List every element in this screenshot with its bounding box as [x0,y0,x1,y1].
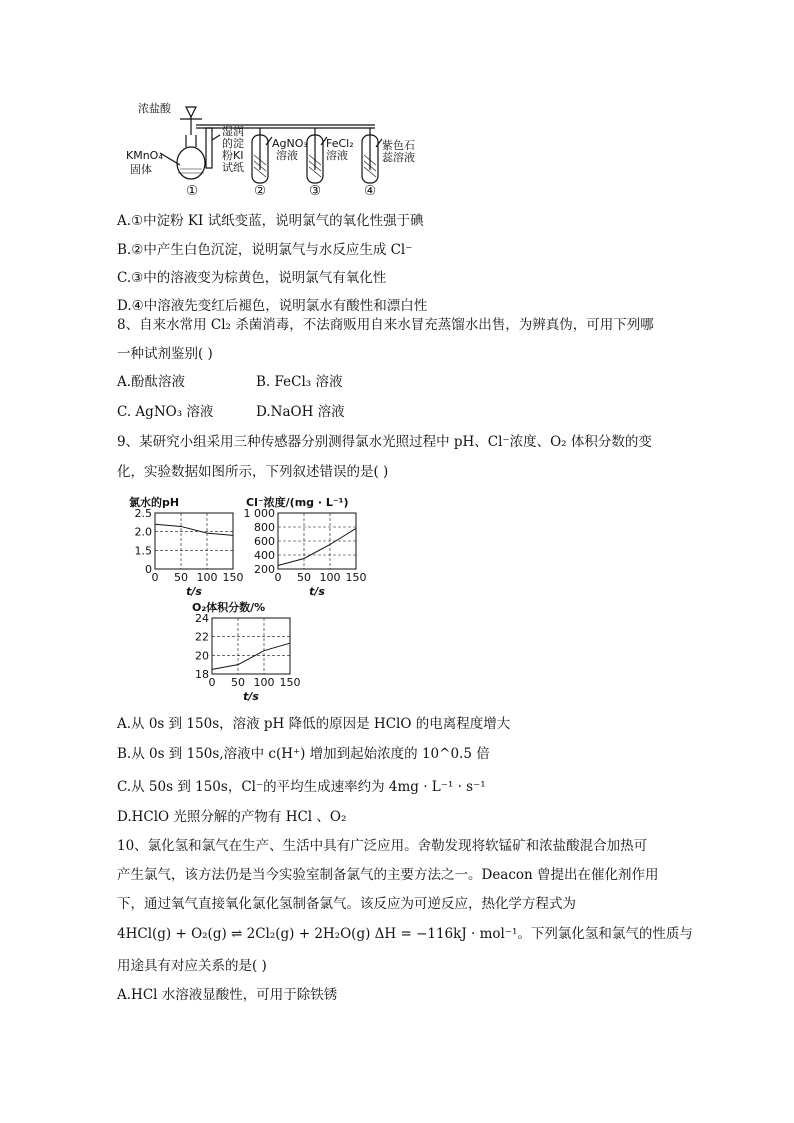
x-tick-label: 150 [222,571,244,584]
q9-option-a: A.从 0s 到 150s，溶液 pH 降低的原因是 HClO 的电离程度增大 [117,716,511,732]
label-n2: ② [254,183,267,199]
label-n4: ④ [364,183,377,199]
chart-title: O₂体积分数/% [192,601,266,614]
label-acid: 浓盐酸 [138,102,171,115]
x-tick-label: 50 [297,571,311,584]
q8-stem-line1: 8、自来水常用 Cl₂ 杀菌消毒，不法商贩用自来水冒充蒸馏水出售，为辨真伪，可用下列哪 [117,317,654,333]
plot-frame [155,513,233,569]
x-tick-label: 150 [279,676,301,689]
y-tick-label: 1 000 [243,507,275,520]
chart-cl-concentration [242,495,367,598]
label-paper-3: 粉KI [222,149,244,162]
label-tube3-a: FeCl₂ [326,137,354,150]
q7-option-c: C.③中的溶液变为棕黄色，说明氯气有氧化性 [117,270,387,286]
label-paper-2: 的淀 [222,137,244,150]
q9-option-c: C.从 50s 到 150s，Cl⁻的平均生成速率约为 4mg · L⁻¹ · s⁻¹ [117,779,486,795]
q8-stem-line2: 一种试剂鉴别( ) [117,346,213,362]
x-tick-label: 50 [231,676,245,689]
label-tube2-b: 溶液 [276,149,298,162]
y-tick-label: 2.0 [134,525,152,539]
x-tick-label: 100 [319,571,341,584]
x-tick-label: 50 [174,571,188,584]
q7-option-b: B.②中产生白色沉淀，说明氯气与水反应生成 Cl⁻ [117,242,413,258]
q9-stem-line1: 9、某研究小组采用三种传感器分别测得氯水光照过程中 pH、Cl⁻浓度、O₂ 体积分数的变 [117,434,652,450]
label-tube3-b: 溶液 [326,149,348,162]
q8-option-b: B. FeCl₃ 溶液 [256,374,343,390]
label-n3: ③ [309,183,322,199]
chart-title: 氯水的pH [129,496,180,509]
x-tick-label: 0 [274,571,282,584]
y-tick-label: 20 [195,649,209,663]
y-tick-label: 0 [145,563,152,576]
x-tick-label: 0 [208,676,216,689]
q10-stem-line2: 产生氯气，该方法仍是当今实验室制备氯气的主要方法之一。Deacon 曾提出在催化剂作用 [117,867,659,883]
label-n1: ① [186,183,199,199]
q10-option-a: A.HCl 水溶液显酸性，可用于除铁锈 [117,987,338,1003]
y-tick-label: 400 [254,549,275,562]
apparatus-diagram [120,95,420,205]
label-tube4-a: 紫色石 [382,139,415,152]
q10-equation: 4HCl(g) + O₂(g) ⇌ 2Cl₂(g) + 2H₂O(g) ΔH = −116kJ · mol⁻¹ [117,926,518,942]
x-axis-label: t/s [243,690,259,703]
label-paper-4: 试纸 [222,161,244,174]
y-tick-label: 600 [254,535,275,548]
x-axis-label: t/s [186,585,202,598]
q10-stem-line4-tail: 。下列氯化氢和氯气的性质与 [517,926,693,942]
q8-option-c: C. AgNO₃ 溶液 [117,404,214,420]
y-tick-label: 18 [195,668,209,681]
q9-option-b: B.从 0s 到 150s,溶液中 c(H⁺) 增加到起始浓度的 10^0.5 倍 [117,746,490,762]
x-tick-label: 100 [196,571,218,584]
y-tick-label: 24 [195,612,209,625]
label-reagent: KMnO₄ [126,149,163,162]
q7-option-a: A.①中淀粉 KI 试纸变蓝，说明氯气的氧化性强于碘 [117,213,424,229]
chart-o2-fraction [188,600,303,703]
q8-option-d: D.NaOH 溶液 [256,404,345,420]
label-reagent-state: 固体 [130,163,152,176]
y-tick-label: 800 [254,521,275,534]
label-tube2-a: AgNO₃ [272,137,308,150]
series-line [155,524,233,535]
y-tick-label: 1.5 [134,544,152,558]
plot-frame [212,618,290,674]
x-axis-label: t/s [309,585,325,598]
series-line [278,528,356,565]
x-tick-label: 150 [345,571,367,584]
x-tick-label: 100 [253,676,275,689]
q7-option-d: D.④中溶液先变红后褪色，说明氯水有酸性和漂白性 [117,298,428,314]
q10-stem-line3: 下，通过氧气直接氧化氯化氢制备氯气。该反应为可逆反应，热化学方程式为 [117,896,576,912]
label-paper-1: 湿润 [222,125,244,138]
q8-option-a: A.酚酞溶液 [117,374,186,390]
label-tube4-b: 蕊溶液 [382,151,415,164]
x-tick-label: 0 [151,571,159,584]
chart-title: Cl⁻浓度/(mg · L⁻¹) [246,496,349,509]
series-line [212,643,290,669]
y-tick-label: 22 [195,630,209,644]
y-tick-label: 2.5 [134,507,152,520]
y-tick-label: 200 [254,563,275,576]
q10-stem-line1: 10、氯化氢和氯气在生产、生活中具有广泛应用。舍勒发现将软锰矿和浓盐酸混合加热可 [117,838,648,854]
q10-stem-line5: 用途具有对应关系的是( ) [117,958,267,974]
chart-ph [125,495,244,598]
q10-stem-line4 [117,922,693,942]
q9-option-d: D.HClO 光照分解的产物有 HCl 、O₂ [117,809,347,825]
q9-stem-line2: 化，实验数据如图所示，下列叙述错误的是( ) [117,464,389,480]
